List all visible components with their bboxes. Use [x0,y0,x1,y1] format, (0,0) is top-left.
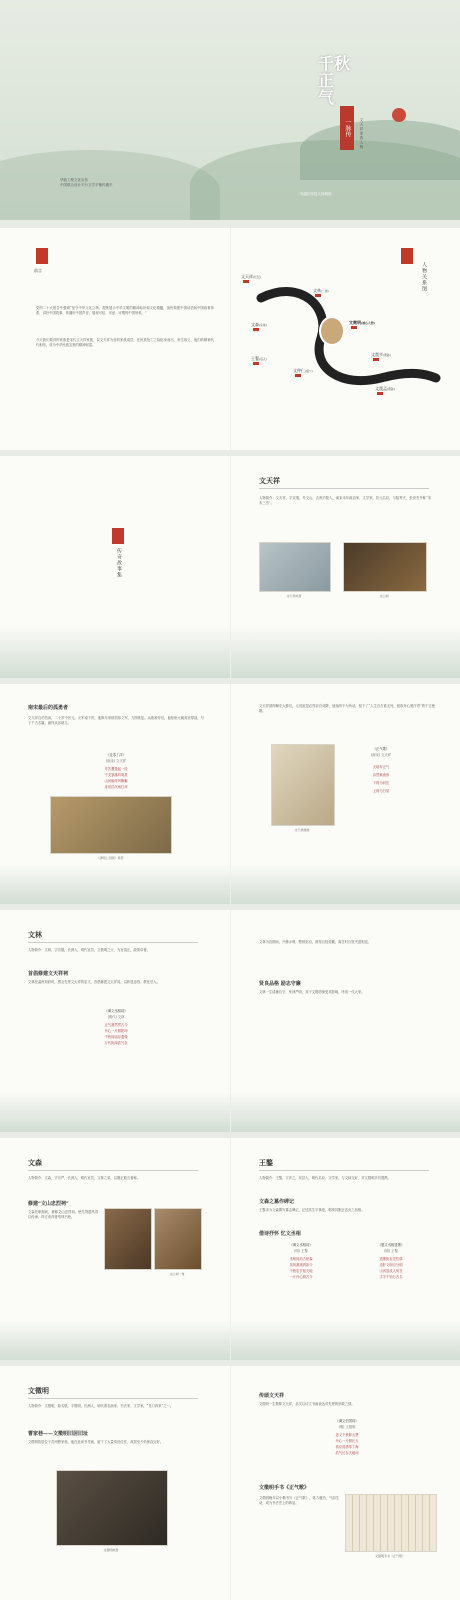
poem-title: 《题文丞相遗墨》 [377,1243,405,1247]
poem-line: 上则为日星 [372,789,390,793]
poem-line: 杂然赋流形 [372,773,390,777]
cover-title-char: 千 [318,54,335,73]
wzm-caption: 文徵明故居 [103,1548,119,1552]
relation-person-name: 王鏊 [251,356,259,361]
ws-photo-2 [154,1208,202,1270]
relation-tag [377,392,383,395]
poem-title: 《正气歌》 [372,747,390,751]
legend-label: 传奇故事集 [116,548,122,578]
ws-name: 文森 [28,1158,42,1167]
relation-person-note: (后人) [259,357,267,361]
relations-title: 人物关系图 [421,262,427,292]
poem-title: 《谒文丞相祠》 [289,1243,313,1247]
cover-title-char: 气 [318,88,335,107]
poem-line: 丹心一片照长天 [335,1439,359,1443]
relation-person-note: (长兄) [253,275,261,279]
poem-line: 字字千钧万古名 [379,1275,403,1279]
legend-page [0,456,460,678]
relation-person-note: (曾孙) [387,387,395,391]
wa-name: 王鏊 [259,1158,273,1167]
poem-line: 身世浮沉雨打萍 [104,785,128,789]
poem-author: (南宋) 文天祥 [370,753,392,757]
wzm-residence-photo [56,1470,168,1546]
poem-author: (明代) 文林 [107,1015,125,1019]
relation-person-name: 文震孟 [375,386,387,391]
poem-line: 干戈寥落四周星 [104,773,128,777]
wenzhengming-page [0,1366,460,1600]
relation-person-name: 文林 [313,288,321,293]
poem-line: 丹心一片照乾坤 [104,1029,128,1033]
relation-tag [253,328,259,331]
portrait-caption: 文天祥画像 [294,828,310,832]
poem-author: (南宋) 文天祥 [105,759,127,763]
poem-line: 一片丹心照古今 [289,1275,313,1279]
calligraphy-image [345,1494,437,1552]
wl-text-2: 文林为官期间，兴修水利，整顿吏治，深得百姓爱戴，离任时百姓夹道相送。 [259,940,372,944]
ws-intro: 人物简介：文森，字宗严，长洲人，明代官员，文林之弟，以刚正敢言著称。 [28,1176,141,1180]
cover-seal [340,106,354,150]
preface-seal-icon [36,248,48,264]
cover-desc [60,178,113,188]
poem-line: 辛苦遭逢起一经 [104,767,128,771]
preface-paragraph: 党的二十大报告中强调“坚守中华文化立场，提炼展示中华文明的精神标识和文化精髓，加快构建中国话语和中国叙事体系，讲好中国故事、传播好中国声音，展现可信、可爱、可敬的中国形象。” [36,306,214,315]
poem-title: 《谒文丞相祠》 [104,1009,128,1013]
poem-line: 下则为河岳 [372,781,390,785]
poem-line: 天地有正气 [372,765,390,769]
painting-image [50,796,172,854]
poem-title: 《谒文信国祠》 [335,1419,359,1423]
relation-person-note: (核心人物) [361,321,375,325]
poem-line: 山河破碎风飘絮 [104,779,128,783]
poem-line: 英风凛凛到如今 [289,1263,313,1267]
cover-title-char: 秋 [334,54,351,73]
wa-subtitle: 文森之墓作碑记 [259,1199,295,1205]
cover-page [0,0,460,220]
wl-subtitle: 首倡修建文天祥祠 [28,971,69,977]
relation-tag [243,280,249,283]
relation-person-note: (曾孙) [383,353,391,357]
relation-person-name: 文徵明 [349,320,361,325]
poem-line: 忠义千秋仰大贤 [335,1433,359,1437]
wtx-name: 文天祥 [259,476,280,485]
poem-author: (明) 王鏊 [294,1249,308,1253]
story-page [0,684,460,904]
story-title: 南宋最后的孤勇者 [28,705,69,711]
relation-person-note: (从弟) [259,323,267,327]
poem-line: 千秋忠节留天地 [289,1269,313,1273]
poem-title: 《过零丁洋》 [106,753,126,757]
wenlin-page [0,910,460,1132]
cover-seal-text: 一脉传 [344,119,351,137]
relation-tag [253,362,259,365]
cover-title-char: 正 [318,71,335,90]
relation-person-note: (祖父) [305,369,313,373]
ws-photo-1 [104,1208,152,1270]
wzm-name: 文徵明 [28,1386,49,1395]
wa-text: 王鏊亲为文森撰写墓志碑记，记述其生平事迹，称颂其刚正忠贞之品格。 [259,1208,365,1212]
relation-person-name: 文仲仁 [293,368,305,373]
wzm-intro: 人物简介：文徵明，原名壁，字徵明，长洲人，明代著名画家、书法家、文学家，“吴门四家”之一。 [28,1404,174,1408]
wtx-photo-2 [343,542,427,592]
poem-line: 千秋祠庙存遗像 [104,1035,128,1039]
sun-icon [392,108,406,122]
poem-line: 孤臣泪洒零丁海 [335,1445,359,1449]
ws-subtitle: 修建“文山忠烈祠” [28,1201,69,1207]
story-text: 文天祥自幼苦读，二十岁中状元。元军南下时，他散尽家财招募义军，力图恢复。兵败被俘后，他拒绝元朝高官厚禄，写下千古名篇，最终从容就义。 [28,716,204,725]
cover-footer: 吴越的家居人物精神 [300,192,332,196]
wzm-subtitle: 曹家巷——文徵明旧居旧址 [28,1431,89,1437]
poem-line: 山河虽改人何在 [379,1269,403,1273]
legend-seal-icon [112,528,124,544]
relation-person-name: 文天祥 [241,274,253,279]
ws-text: 文森任职期间，重修文山忠烈祠，使先贤遗风得以传承，四方来拜者络绎不绝。 [28,1210,98,1219]
poem-line: 浩气长存天地间 [335,1451,359,1455]
relation-tag [373,358,379,361]
cover-title [318,55,358,106]
wtx-photo-1 [259,542,331,592]
portrait-image [271,744,335,826]
poem-line: 丞相祠前古柏森 [289,1257,313,1261]
relation-tag [351,326,357,329]
wtx-caption: 文山祠 [379,594,389,598]
poem-line: 遗墨犹存见性情 [379,1257,403,1261]
relations-seal-icon [401,248,413,264]
relation-person-note: (二弟) [321,289,329,293]
calligraphy-caption: 文徵明手书《正气歌》 [374,1554,405,1558]
preface-page [0,228,460,450]
relation-person-name: 文震亨 [371,352,383,357]
poem-line: 万代犹闻浩气存 [104,1041,128,1045]
wtx-caption: 文天祥故居 [286,594,302,598]
wa-subtitle: 借诗抒怀 忆文丞相 [259,1231,301,1237]
poem-line: 正气凛然贯古今 [104,1023,128,1027]
ink-brush-stroke-icon [241,278,441,408]
poem-author: (明) 王鏊 [384,1249,398,1253]
wtx-intro: 人物简介：文天祥，字宋瑞，号文山，吉州庐陵人，南宋末年政治家、文学家，抗元名臣，与陆秀夫、张世杰并称“宋末三杰”。 [259,496,431,505]
painting-caption: 《清明上河图》局部 [96,856,124,860]
cover-desc-line: 华能工程文化宣传 [60,178,88,182]
wl-intro: 人物简介：文林，字宗儒，长洲人，明代官员，文徵明之父，为官清正，政绩卓著。 [28,948,150,952]
wensen-page [0,1138,460,1360]
wzm-text-3: 文徵明晚年以小楷书写《正气歌》，笔力遒劲，气韵生动，成为书法史上的珍品。 [259,1496,339,1505]
wzm-subtitle: 传颂文天祥 [259,1393,285,1399]
relation-tag [295,374,301,377]
poem-line: 忠肝义胆自分明 [379,1263,403,1267]
wzm-text: 文徵明故居位于苏州曹家巷，他在此读书作画，留下了大量传世佳作，故居至今仍保存完好。 [28,1440,164,1444]
story-text-2: 文天祥被押解至大都后，元世祖忽必烈亲自劝降，他始终不为所动，留下了“人生自古谁无死，留取丹心照汗青”的千古绝唱。 [259,704,435,713]
ws-caption: 文山祠一角 [169,1272,185,1276]
wl-text-3: 文林一生清廉自守，家训严明，其子文徵明深受其影响，终成一代大家。 [259,990,365,994]
wzm-text-2: 文徵明一生敬仰文天祥，多次以诗文书画表达对先贤的崇敬之情。 [259,1402,355,1406]
wa-intro: 人物简介：王鏊，字济之，吴县人，明代名臣、文学家，与文林交好，对文徵明多有提携。 [259,1176,391,1180]
relation-person-name: 文森 [251,322,259,327]
wl-subtitle: 贤良品格 励志守廉 [259,981,301,987]
wzm-subtitle: 文徵明手书《正气歌》 [259,1485,310,1491]
preface-label: 前言 [34,268,42,273]
poem-author: (明) 文徵明 [338,1425,356,1429]
portrait-icon [319,316,345,346]
relation-tag [315,294,321,297]
cover-side-text: 文天祥家族人物 [360,118,364,150]
cover-desc-line: 中国联合设计平台文学平衡传播平 [60,183,113,187]
wl-name: 文林 [28,930,42,939]
wl-text: 文林任温州知府时，感念先贤文天祥的忠义，首倡修建文天祥祠，以彰显忠烈、教化后人。 [28,980,160,984]
preface-paragraph: 今天我们要讲的家族是宋代文天祥家族，以文天祥为首的家族成员，在民族危亡之际挺身而出，舍生取义，他们的精神代代相传，成为中华民族宝贵的精神财富。 [36,338,214,347]
